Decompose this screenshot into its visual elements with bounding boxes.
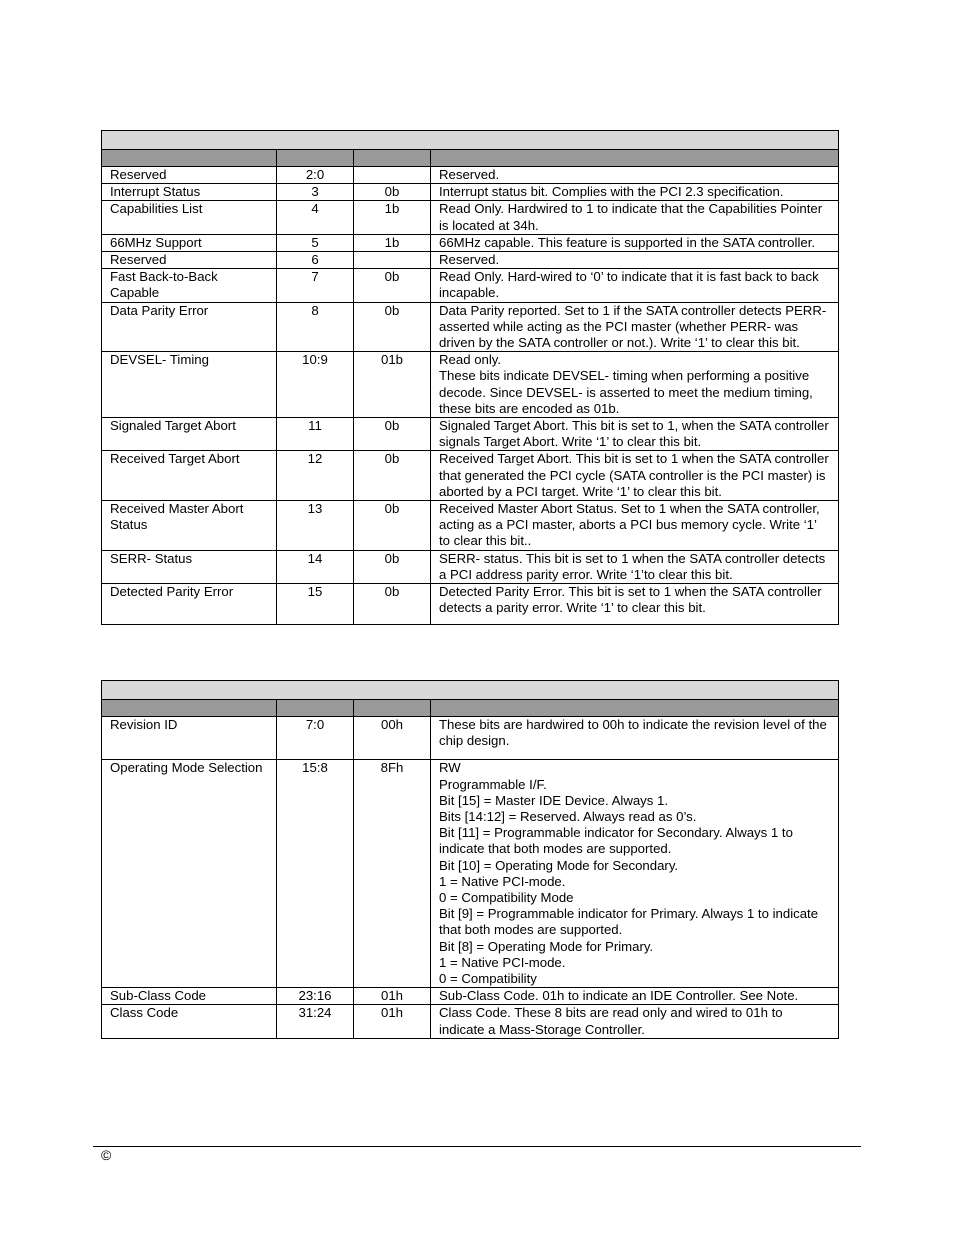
bits-cell: 4 <box>277 201 354 234</box>
bits-cell: 3 <box>277 184 354 201</box>
default-cell: 0b <box>354 584 431 625</box>
field-cell: DEVSEL- Timing <box>102 352 277 418</box>
class-code-register-table <box>101 680 839 1039</box>
table-row <box>102 451 839 501</box>
description-cell: Detected Parity Error. This bit is set to 1 when the SATA controller detects a parity error. Write ‘1’ to clear this bit. <box>431 584 839 625</box>
table-row <box>102 352 839 418</box>
field-cell: Revision ID <box>102 717 277 760</box>
table-row <box>102 302 839 352</box>
table-row <box>102 234 839 251</box>
default-cell: 01b <box>354 352 431 418</box>
table-row <box>102 717 839 760</box>
description-cell: Read Only. Hard-wired to ‘0’ to indicate that it is fast back to back incapable. <box>431 269 839 302</box>
description-cell: 66MHz capable. This feature is supported in the SATA controller. <box>431 234 839 251</box>
footer-divider <box>93 1146 861 1147</box>
description-cell: RW Programmable I/F. Bit [15] = Master IDE Device. Always 1. Bits [14:12] = Reserved. Always read as 0’s. Bit [11] = Programmable indicator for Secondary. Always 1 to indicate that both modes are supported. Bit [10] = Operating Mode for Secondary. 1 = Native PCI-mode. 0 = Compatibility Mode Bit [9] = Programmable indicator for Primary. Always 1 to indicate that both modes are supported. Bit [8] = Operating Mode for Primary. 1 = Native PCI-mode. 0 = Compatibility <box>431 760 839 988</box>
field-cell: Detected Parity Error <box>102 584 277 625</box>
column-header-default <box>354 150 431 167</box>
description-cell: Reserved. <box>431 167 839 184</box>
table-header-row <box>102 150 839 167</box>
bits-cell: 23:16 <box>277 988 354 1005</box>
table-title <box>102 681 839 700</box>
column-header-default <box>354 700 431 717</box>
description-cell: SERR- status. This bit is set to 1 when the SATA controller detects a PCI address parity error. Write ‘1’to clear this bit. <box>431 550 839 583</box>
column-header-bits <box>277 150 354 167</box>
table-row <box>102 167 839 184</box>
default-cell: 01h <box>354 988 431 1005</box>
bits-cell: 7 <box>277 269 354 302</box>
table-row <box>102 501 839 551</box>
field-cell: SERR- Status <box>102 550 277 583</box>
copyright-mark: © <box>101 1147 112 1163</box>
bits-cell: 12 <box>277 451 354 501</box>
field-cell: Sub-Class Code <box>102 988 277 1005</box>
description-cell: Interrupt status bit. Complies with the PCI 2.3 specification. <box>431 184 839 201</box>
field-cell: Capabilities List <box>102 201 277 234</box>
bits-cell: 10:9 <box>277 352 354 418</box>
field-cell: Reserved <box>102 167 277 184</box>
bits-cell: 15 <box>277 584 354 625</box>
field-cell: Signaled Target Abort <box>102 418 277 451</box>
default-cell: 0b <box>354 451 431 501</box>
field-cell: 66MHz Support <box>102 234 277 251</box>
default-cell: 0b <box>354 302 431 352</box>
description-cell: Data Parity reported. Set to 1 if the SATA controller detects PERR- asserted while acting as the PCI master (whether PERR- was driven by the SATA controller or not.). Write ‘1’ to clear this bit. <box>431 302 839 352</box>
table-title-row <box>102 681 839 700</box>
field-cell: Received Master Abort Status <box>102 501 277 551</box>
table-row <box>102 988 839 1005</box>
column-header-bits <box>277 700 354 717</box>
bits-cell: 14 <box>277 550 354 583</box>
default-cell: 0b <box>354 501 431 551</box>
default-cell: 1b <box>354 234 431 251</box>
table-row <box>102 760 839 988</box>
default-cell: 0b <box>354 269 431 302</box>
table-header-row <box>102 700 839 717</box>
table-title-row <box>102 131 839 150</box>
default-cell: 0b <box>354 184 431 201</box>
table-row <box>102 418 839 451</box>
field-cell: Interrupt Status <box>102 184 277 201</box>
bits-cell: 11 <box>277 418 354 451</box>
default-cell <box>354 167 431 184</box>
column-header-description <box>431 150 839 167</box>
default-cell: 0b <box>354 550 431 583</box>
bits-cell: 2:0 <box>277 167 354 184</box>
description-cell: Class Code. These 8 bits are read only and wired to 01h to indicate a Mass-Storage Controller. <box>431 1005 839 1038</box>
description-cell: Signaled Target Abort. This bit is set to 1, when the SATA controller signals Target Abort. Write ‘1’ to clear this bit. <box>431 418 839 451</box>
table-row <box>102 269 839 302</box>
field-cell: Received Target Abort <box>102 451 277 501</box>
description-cell: Sub-Class Code. 01h to indicate an IDE Controller. See Note. <box>431 988 839 1005</box>
description-cell: Read Only. Hardwired to 1 to indicate that the Capabilities Pointer is located at 34h. <box>431 201 839 234</box>
bits-cell: 13 <box>277 501 354 551</box>
table-row <box>102 201 839 234</box>
bits-cell: 31:24 <box>277 1005 354 1038</box>
column-header-field <box>102 150 277 167</box>
status-register-table <box>101 130 839 625</box>
field-cell: Operating Mode Selection <box>102 760 277 988</box>
table-row <box>102 1005 839 1038</box>
default-cell <box>354 252 431 269</box>
column-header-description <box>431 700 839 717</box>
description-cell: These bits are hardwired to 00h to indicate the revision level of the chip design. <box>431 717 839 760</box>
field-cell: Fast Back-to-Back Capable <box>102 269 277 302</box>
field-cell: Reserved <box>102 252 277 269</box>
description-cell: Read only. These bits indicate DEVSEL- timing when performing a positive decode. Since DEVSEL- is asserted to meet the medium timing, these bits are encoded as 01b. <box>431 352 839 418</box>
table-row <box>102 252 839 269</box>
default-cell: 1b <box>354 201 431 234</box>
description-cell: Reserved. <box>431 252 839 269</box>
table-row <box>102 184 839 201</box>
bits-cell: 15:8 <box>277 760 354 988</box>
table-title <box>102 131 839 150</box>
default-cell: 8Fh <box>354 760 431 988</box>
field-cell: Class Code <box>102 1005 277 1038</box>
default-cell: 00h <box>354 717 431 760</box>
bits-cell: 7:0 <box>277 717 354 760</box>
default-cell: 0b <box>354 418 431 451</box>
bits-cell: 5 <box>277 234 354 251</box>
column-header-field <box>102 700 277 717</box>
description-cell: Received Master Abort Status. Set to 1 when the SATA controller, acting as a PCI master, aborts a PCI bus memory cycle. Write ‘1’ to clear this bit.. <box>431 501 839 551</box>
bits-cell: 8 <box>277 302 354 352</box>
default-cell: 01h <box>354 1005 431 1038</box>
field-cell: Data Parity Error <box>102 302 277 352</box>
bits-cell: 6 <box>277 252 354 269</box>
table-row <box>102 584 839 625</box>
table-row <box>102 550 839 583</box>
description-cell: Received Target Abort. This bit is set to 1 when the SATA controller that generated the PCI cycle (SATA controller is the PCI master) is aborted by a PCI target. Write ‘1’ to clear this bit. <box>431 451 839 501</box>
